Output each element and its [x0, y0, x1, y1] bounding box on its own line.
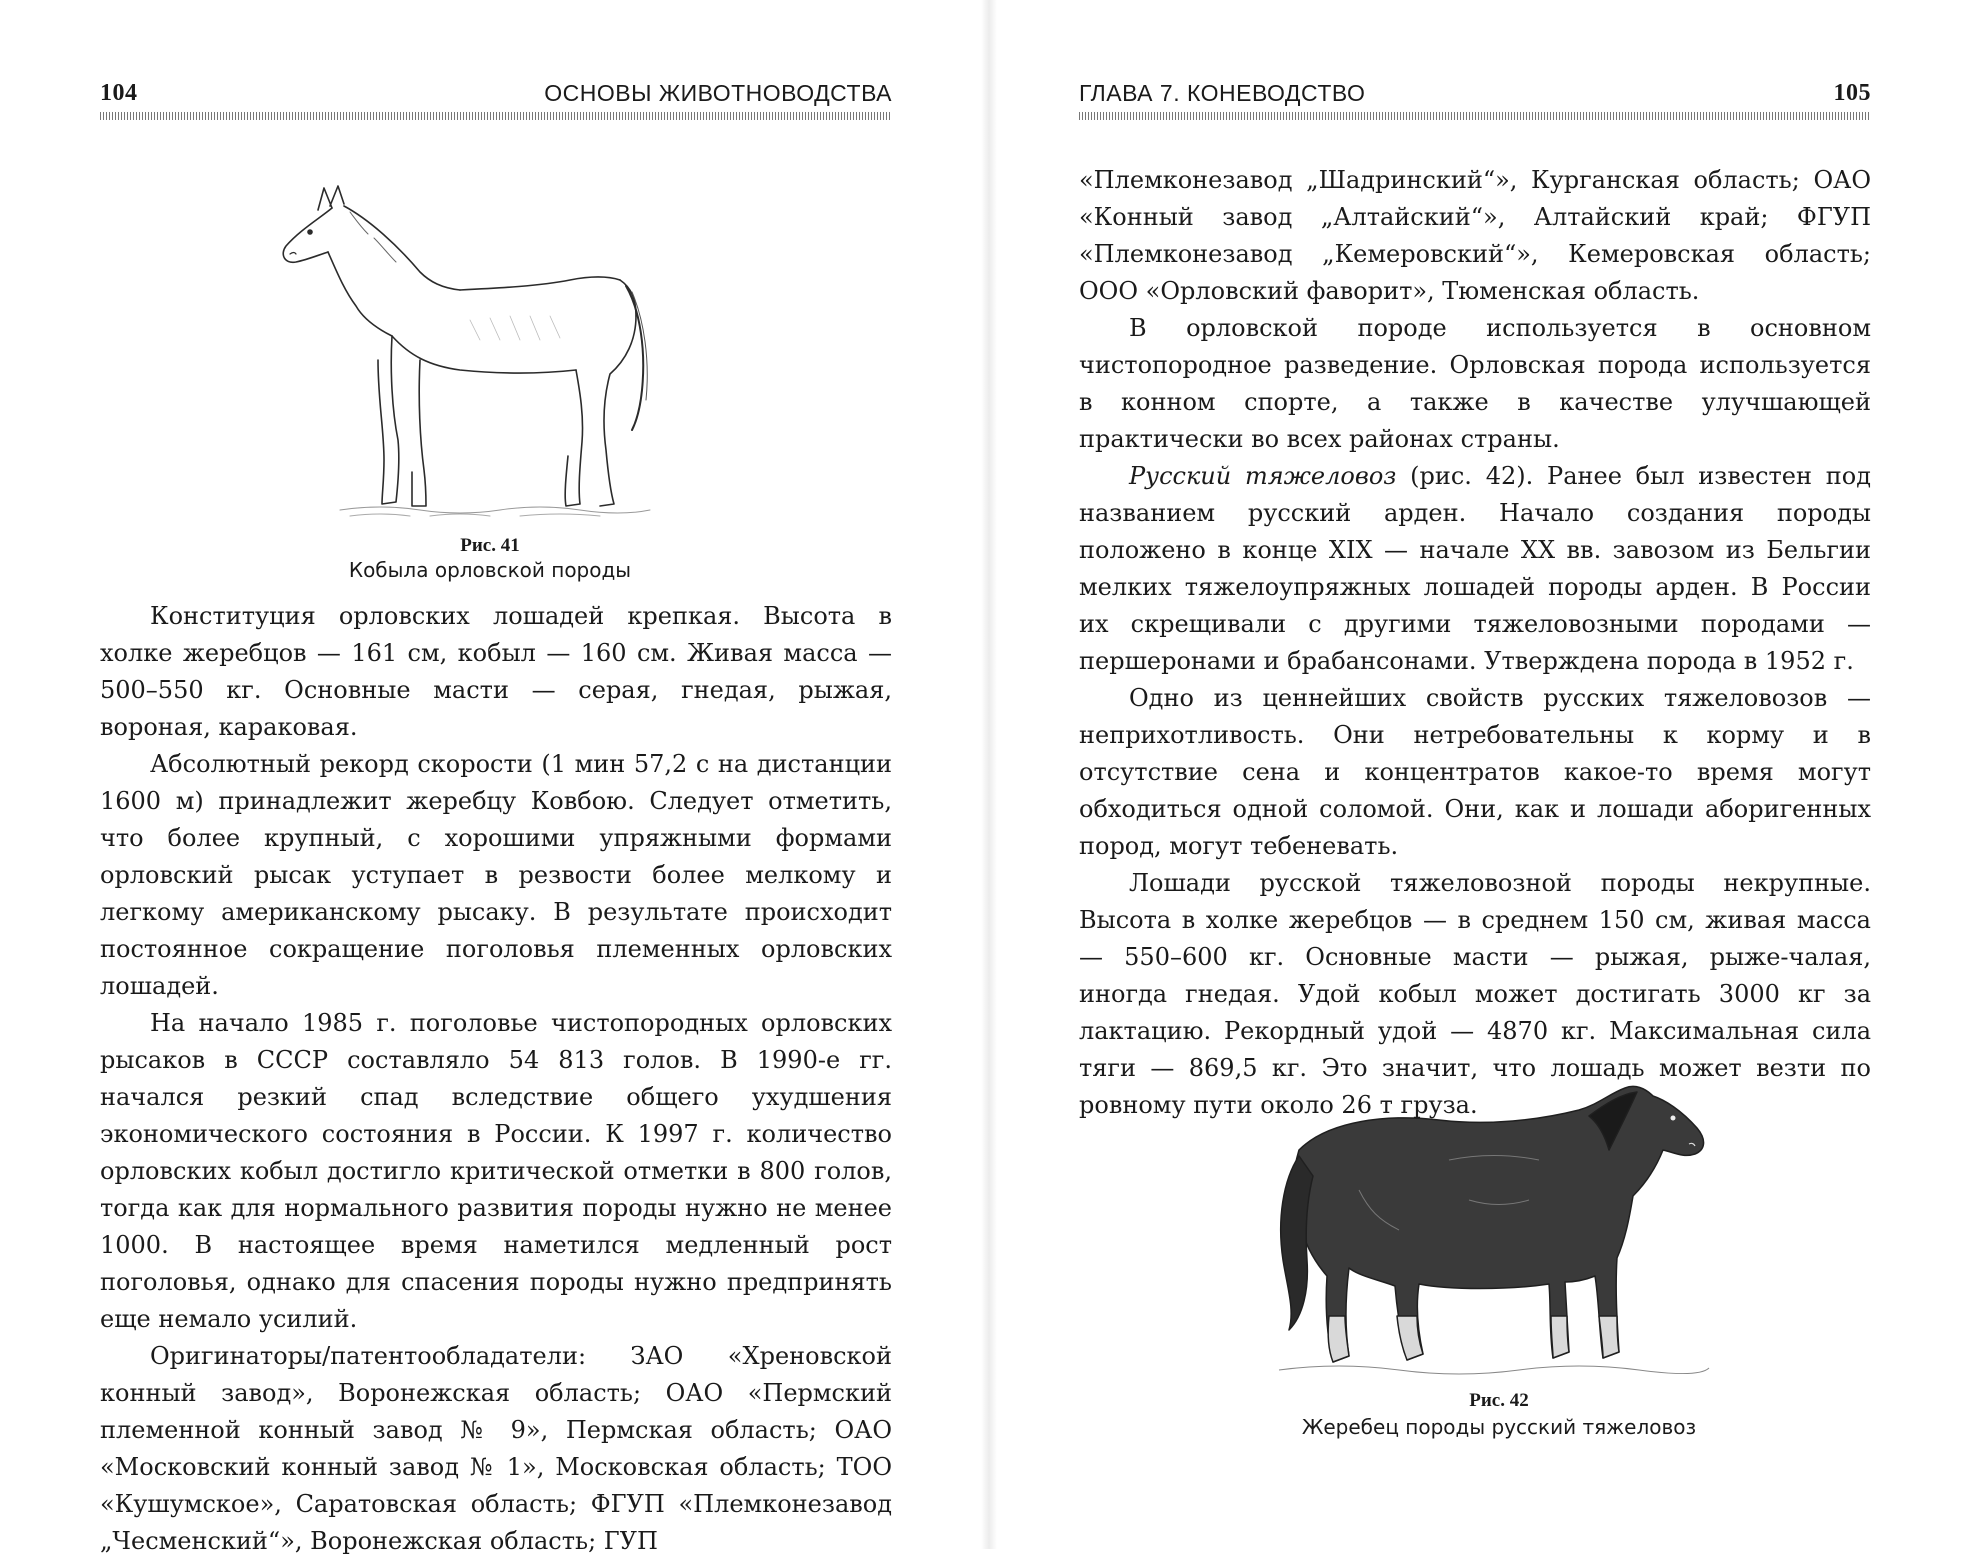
right-page-number: 105 [1833, 80, 1871, 106]
right-running-head: ГЛАВА 7. КОНЕВОДСТВО [1079, 80, 1366, 106]
right-paragraph-continued: «Племконезавод „Шадринский“», Курганская область; ОАО «Конный завод „Алтайский“», Алтайский край; ФГУП «Племконезавод „Кемеровский“», Кемеровская область; ООО «Орловский фаворит», Тюменская область. [1079, 166, 1871, 305]
right-paragraph-3 [1079, 458, 1871, 680]
right-paragraph-4: Одно из ценнейших свойств русских тяжеловозов — неприхотливость. Они нетребовательны к корму и в отсутствие сена и концентратов какое-то время могут обходиться одной соломой. Они, как и лошади аборигенных пород, могут тебеневать. [1079, 684, 1871, 860]
right-paragraph-3-text: (рис. 42). Ранее был известен под названием русский арден. Начало создания породы положено в конце XIX — начале XX вв. завозом из Бельгии мелких тяжелоупряжных лошадей породы арден. В России их скрещивали с другими тяжеловозными породами — першеронами и брабансонами. Утверждена порода в 1952 г. [1079, 462, 1871, 675]
figure-41-caption: Кобыла орловской породы [348, 558, 632, 582]
left-paragraph-4: Оригинаторы/патентообладатели: ЗАО «Хреновской конный завод», Воронежская область; ОАО «Пермский племенной конный завод № 9», Пермская область; ОАО «Московский конный завод № 1», Московская область; ТОО «Кушумское», Саратовская область; ФГУП «Племконезавод „Чесменский“», Воронежская область; ГУП [100, 1342, 892, 1555]
left-page [0, 0, 989, 1555]
right-page-header [1079, 80, 1871, 110]
right-page-body [1079, 162, 1871, 1124]
right-header-rule [1079, 112, 1871, 120]
left-running-head: ОСНОВЫ ЖИВОТНОВОДСТВА [544, 80, 892, 106]
left-header-rule [100, 112, 892, 120]
figure-42-label: Рис. 42 [1469, 1390, 1529, 1411]
left-paragraph-1: Конституция орловских лошадей крепкая. Высота в холке жеребцов — 161 см, кобыл — 160 см. Живая масса — 500–550 кг. Основные масти — серая, гнедая, рыжая, вороная, караковая. [100, 602, 892, 741]
left-paragraph-2: Абсолютный рекорд скорости (1 мин 57,2 с на дистанции 1600 м) принадлежит жеребцу Ковбою. Следует отметить, что более крупный, с хорошими упряжными формами орловский рысак уступает в резвости более мелкому и легкому американскому рысаку. В результате происходит постоянное сокращение поголовья племенных орловских лошадей. [100, 750, 892, 1000]
breed-name-italic: Русский тяжеловоз [1129, 462, 1397, 490]
left-page-body [100, 598, 892, 1560]
figure-42-caption: Жеребец породы русский тяжеловоз [1301, 1415, 1697, 1439]
right-paragraph-2: В орловской породе используется в основном чистопородное разведение. Орловская порода используется в конном спорте, а также в качестве улучшающей практически во всех районах страны. [1079, 314, 1871, 453]
figure-41-horse-illustration [280, 160, 700, 530]
left-paragraph-3: На начало 1985 г. поголовье чистопородных орловских рысаков в СССР составляло 54 813 голов. В 1990-е гг. начался резкий спад вследствие общего ухудшения экономического состояния в России. К 1997 г. количество орловских кобыл достигло критической отметки в 800 голов, тогда как для нормального развития породы нужно не менее 1000. В настоящее время наметился медленный рост поголовья, однако для спасения породы нужно предпринять еще немало усилий. [100, 1009, 892, 1333]
right-page [989, 0, 1978, 1549]
right-paragraph-5: Лошади русской тяжеловозной породы некрупные. Высота в холке жеребцов — в среднем 150 см, живая масса — 550–600 кг. Основные масти — рыжая, рыже-чалая, иногда гнедая. Удой кобыл может достигать 3000 кг за лактацию. Рекордный удой — 4870 кг. Максимальная сила тяги — 869,5 кг. Это значит, что лошадь может везти по ровному пути около 26 т груза. [1079, 869, 1871, 1119]
left-page-number: 104 [100, 80, 138, 106]
figure-41-label: Рис. 41 [460, 535, 520, 556]
figure-42-draft-horse-illustration [1269, 1080, 1729, 1380]
left-page-header [100, 80, 892, 110]
